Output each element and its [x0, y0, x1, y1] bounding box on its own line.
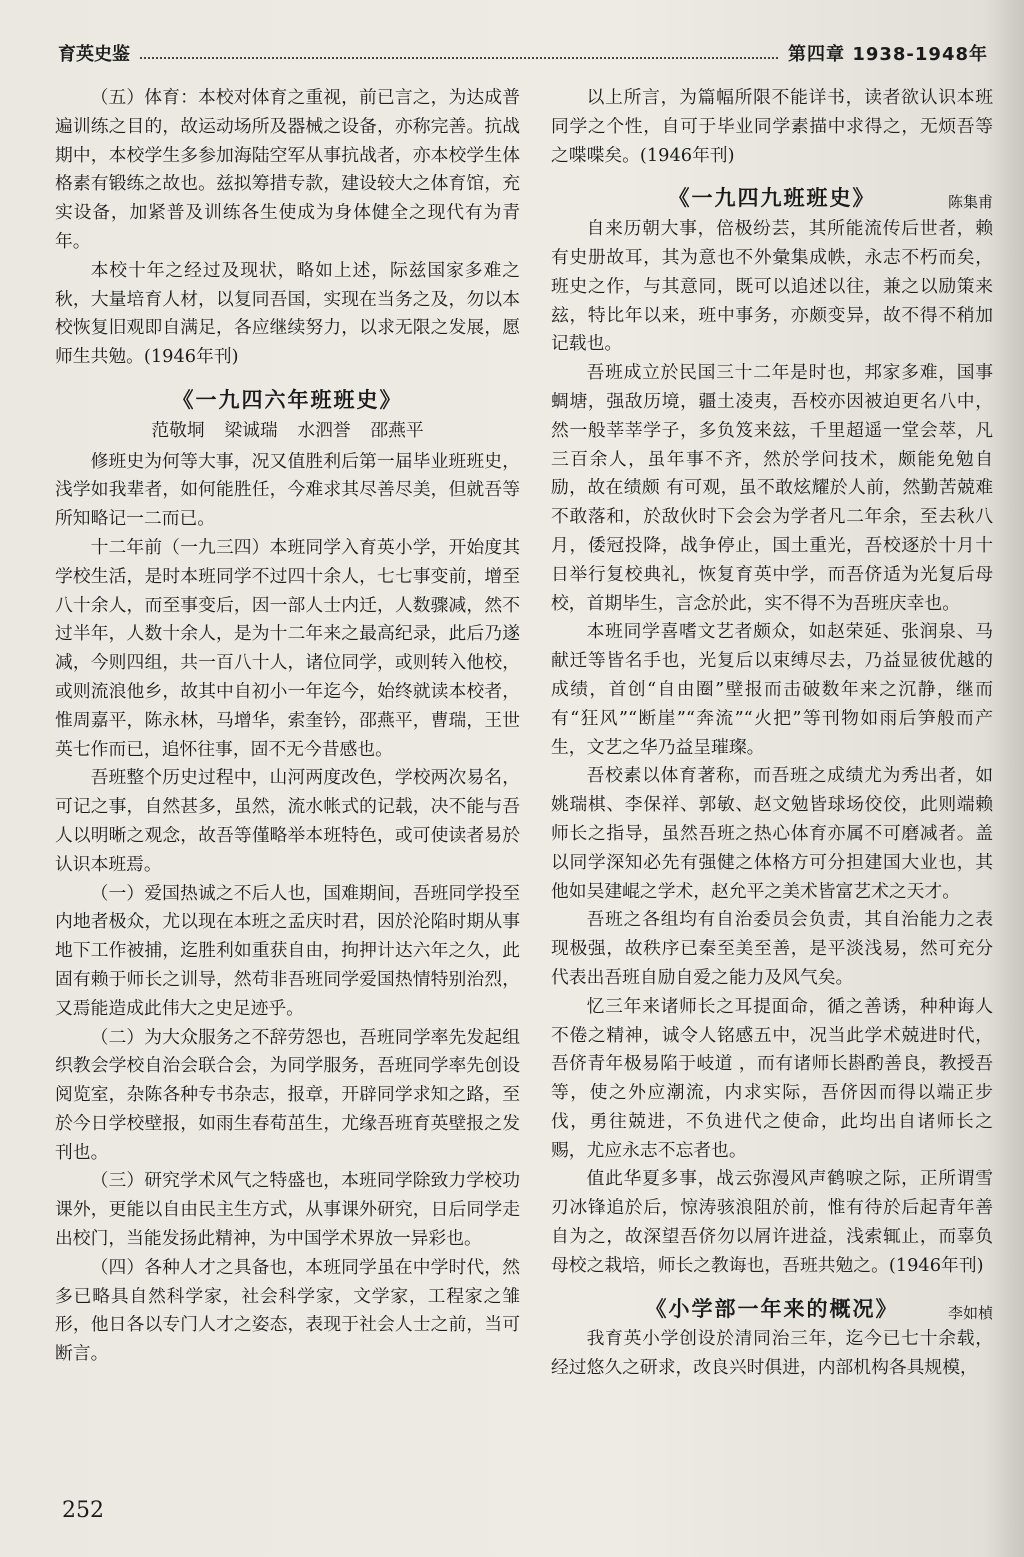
paragraph: 十二年前（一九三四）本班同学入育英小学，开始度其学校生活，是时本班同学不过四十余人，七七事变前，增至八十余人，而至事变后，因一部人士内迁，人数骤减，然不过半年，人数十余人，是为十二年来之最高纪录，此后乃遂减，今则四组，共一百八十人，诸位同学，或则转入他校，或则流浪他乡，故其中自初小一年迄今，始终就读本校者，惟周嘉平，陈永林，马增华，索奎钤，邵燕平，曹瑞，王世英七作而已，追怀往事，固不无今昔感也。 — [55, 536, 520, 760]
right-column — [551, 84, 993, 1383]
section-author: 陈集甫 — [947, 193, 993, 212]
paragraph: 吾班之各组均有自治委员会负责，其自治能力之表现极强，故秩序已秦至美至善，是平淡浅易，然可充分代表出吾班自励自爱之能力及风气矣。 — [551, 909, 993, 988]
page-number: 252 — [62, 1498, 104, 1523]
section-title — [551, 184, 993, 213]
header-dotted-rule — [140, 47, 778, 59]
paragraph: （二）为大众服务之不辞劳怨也，吾班同学率先发起组织教会学校自治会联合会，为同学服务，吾班同学率先创设阅览室，杂陈各种专书杂志，报章，开辟同学求知之路，至於今日学校壁报，如雨生春荀茁生，尤缘吾班育英壁报之发刊也。 — [55, 1026, 520, 1163]
left-column — [55, 84, 520, 1369]
paragraph: 吾班成立於民国三十二年是时也，邦家多难，国事蜩塘，强敌历境，疆土凌夷，吾校亦因被迫更名八中，然一般莘莘学子，多负笈来玆，千里超遥一堂会萃，凡三百余人，虽年事不齐，然於学问技术，颇能免勉自励，故在绩颇 有可观，虽不敢炫耀於人前，然勤苦兢难不敢落和，於敌伙时下会会为学者凡二年余，至去秋八月，倭冠投降，战争停止，国土重光，吾校逐於十月十日举行复校典礼，恢复育英中学，而吾侪适为光复后母校，首期毕生，言念於此，实不得不为吾班庆幸也。 — [551, 362, 993, 614]
paragraph: 我育英小学创设於清同治三年，迄今已七十余载，经过悠久之研求，改良兴时俱进，内部机构各具规模， — [551, 1328, 993, 1379]
section-authors: 范敬垌 梁诚瑞 水泗誉 邵燕平 — [151, 419, 424, 441]
chapter-number: 第四章 — [788, 44, 846, 65]
paragraph: （一）爱国热诚之不后人也，国难期间，吾班同学投至内地者极众，尤以现在本班之孟庆时君，因於沦陷时期从事地下工作被捕，迄胜利如重获自由，拘押计达六年之久，此固有赖于师长之训导，然苟非吾班同学爱国热情特别治烈，又焉能造成此伟大之史足迹乎。 — [55, 882, 520, 1019]
paragraph: 吾班整个历史过程中，山河两度改色，学校两次易名，可记之事，自然甚多，虽然，流水帐式的记载，决不能与吾人以明晰之观念，故吾等僅略举本班特色，或可使读者易於认识本班焉。 — [55, 767, 520, 875]
paragraph: 忆三年来诸师长之耳提面命，循之善诱，种种诲人不倦之精神，诚令人铭感五中，况当此学术兢进时代，吾侪青年极易陷于岐道 ，而有诸师长斟酌善良，教授吾等，使之外应潮流，内求实际，吾侪因而得以端正步伐，勇往兢进，不负进代之使命，此均出自诸师长之赐，尤应永志不忘者也。 — [551, 995, 993, 1161]
chapter-years: 1938-1948年 — [852, 44, 988, 65]
paragraph: 自来历朝大事，倍极纷芸，其所能流传后世者，赖有史册故耳，其为意也不外彙集成帙，永志不朽而矣，班史之作，与其意同，既可以追述以往，兼之以励策来玆，特比年以来，班中事务，亦颇变异，故不得不稍加记载也。 — [551, 218, 993, 355]
paragraph: 本校十年之经过及现状，略如上述，际兹国家多难之秋，大量培育人材，以复同吾国，实现在当务之及，勿以本校恢复旧观即自满足，各应继续努力，以求无限之发展，愿师生共勉。(1946年刊) — [55, 259, 520, 368]
paragraph: （五）体育：本校对体育之重视，前已言之，为达成普遍训练之目的，故运动场所及器械之设备，亦称完善。抗战期中，本校学生多参加海陆空军从事抗战者，亦本校学生体格素有锻练之故也。兹拟筹措专款，建设较大之体育馆，充实设备，加紧普及训练各生使成为身体健全之现代有为青年。 — [55, 87, 520, 252]
paragraph: 以上所言，为篇幅所限不能详书，读者欲认识本班同学之个性，自可于毕业同学素描中求得之，无烦吾等之喋喋矣。(1946年刊) — [551, 87, 993, 166]
paragraph: （四）各种人才之具备也，本班同学虽在中学时代，然多已略具自然科学家，社会科学家，文学家，工程家之雏形，他日各以专门人才之姿态，表现于社会人士之前，当可断言。 — [55, 1256, 520, 1365]
paragraph: （三）研究学术风气之特盛也，本班同学除致力学校功课外，更能以自由民主生方式，从事课外研究，日后同学走出校门，当能发扬此精神，为中国学术界放一异彩也。 — [55, 1170, 520, 1250]
paragraph: 吾校素以体育著称，而吾班之成绩尤为秀出者，如姚瑞棋、李保祥、郭敏、赵文勉皆球场佼佼，此则端赖师长之指导，虽然吾班之热心体育亦属不可磨减者。盖以同学深知必先有强健之体格方可分担建国大业也，其他如吴建崐之学术，赵允平之美术皆富艺术之天才。 — [551, 765, 993, 902]
paragraph: 值此华夏多事，战云弥漫风声鹤唳之际，正所谓雪刃冰锋追於后，惊涛骇浪阻於前，惟有待於后起青年善自为之，故深望吾侪勿以屑许进益，浅索辄止，而辜负母校之栽培，师长之教诲也，吾班共勉之。(1946年刊) — [551, 1168, 993, 1276]
paragraph: 修班史为何等大事，况又值胜利后第一届毕业班班史，浅学如我辈者，如何能胜任，今难求其尽善尽美，但就吾等所知略记一二而已。 — [55, 450, 520, 530]
book-title: 育英史鉴 — [58, 44, 130, 65]
section-title — [551, 1295, 993, 1324]
section-author: 李如楨 — [947, 1303, 993, 1322]
paragraph: 本班同学喜嗜文艺者颇众，如赵荣延、张润泉、马献迁等皆名手也，光复后以束缚尽去，乃益显彼优越的成绩，首创“自由圈”壁报而击破数年来之沉静，继而有“狂风”“断崖”“奔流”“火把”等刊物如雨后笋般而产生，文艺之华乃益呈璀璨。 — [551, 621, 993, 758]
section-title-text: 《一九四九班班史》 — [668, 186, 876, 211]
section-title: 《一九四六年班班史》 — [172, 387, 403, 412]
running-header — [58, 40, 988, 66]
chapter-label — [788, 40, 988, 66]
section-title-text: 《小学部一年来的概况》 — [645, 1296, 899, 1321]
